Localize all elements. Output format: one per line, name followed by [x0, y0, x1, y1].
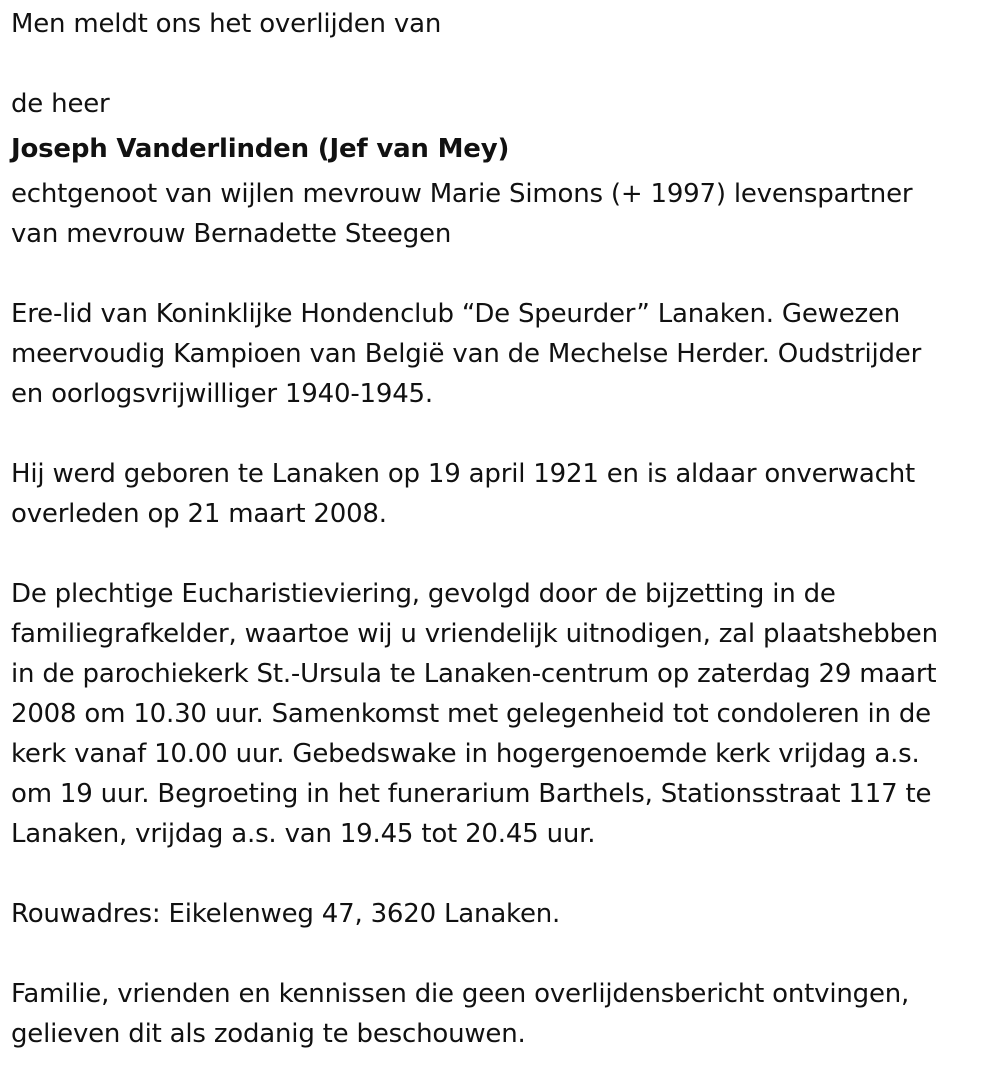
intro-text: Men meldt ons het overlijden van [11, 9, 442, 39]
spacer [11, 44, 1000, 84]
ceremony-paragraph: De plechtige Eucharistieviering, gevolgd door de bijzetting in de familiegrafkelder, waartoe wij u vriendelijk uitnodigen, zal plaatshebben in de parochiekerk St.-Ursula te Lanaken-centrum op zaterdag 29 maart 2008 om 10.30 uur. Samenkomst met gelegenheid tot condoleren in de kerk vanaf 10.00 uur. Gebedswake in hogergenoemde kerk vrijdag a.s. om 19 uur. Begroeting in het funerarium Barthels, Stationsstraat 117 te Lanaken, vrijdag a.s. van 19.45 tot 20.45 uur. [11, 579, 938, 849]
spacer [11, 254, 1000, 294]
spacer [11, 414, 1000, 454]
birth-death-paragraph: Hij werd geboren te Lanaken op 19 april 1921 en is aldaar onverwacht overleden op 21 maart 2008. [11, 459, 916, 529]
address-paragraph: Rouwadres: Eikelenweg 47, 3620 Lanaken. [11, 899, 561, 929]
spacer [11, 854, 1000, 894]
deceased-name: Joseph Vanderlinden (Jef van Mey) [11, 134, 510, 164]
honors-paragraph: Ere-lid van Koninklijke Hondenclub “De Speurder” Lanaken. Gewezen meervoudig Kampioen van België van de Mechelse Herder. Oudstrijder en oorlogsvrijwilliger 1940-1945. [11, 299, 922, 409]
salutation-text: de heer [11, 89, 110, 119]
spacer [11, 534, 1000, 574]
spacer [11, 934, 1000, 974]
closing-paragraph: Familie, vrienden en kennissen die geen overlijdensbericht ontvingen, gelieven dit als zodanig te beschouwen. [11, 979, 910, 1049]
spouse-paragraph: echtgenoot van wijlen mevrouw Marie Simons (+ 1997) levenspartner van mevrouw Bernadette Steegen [11, 179, 913, 249]
